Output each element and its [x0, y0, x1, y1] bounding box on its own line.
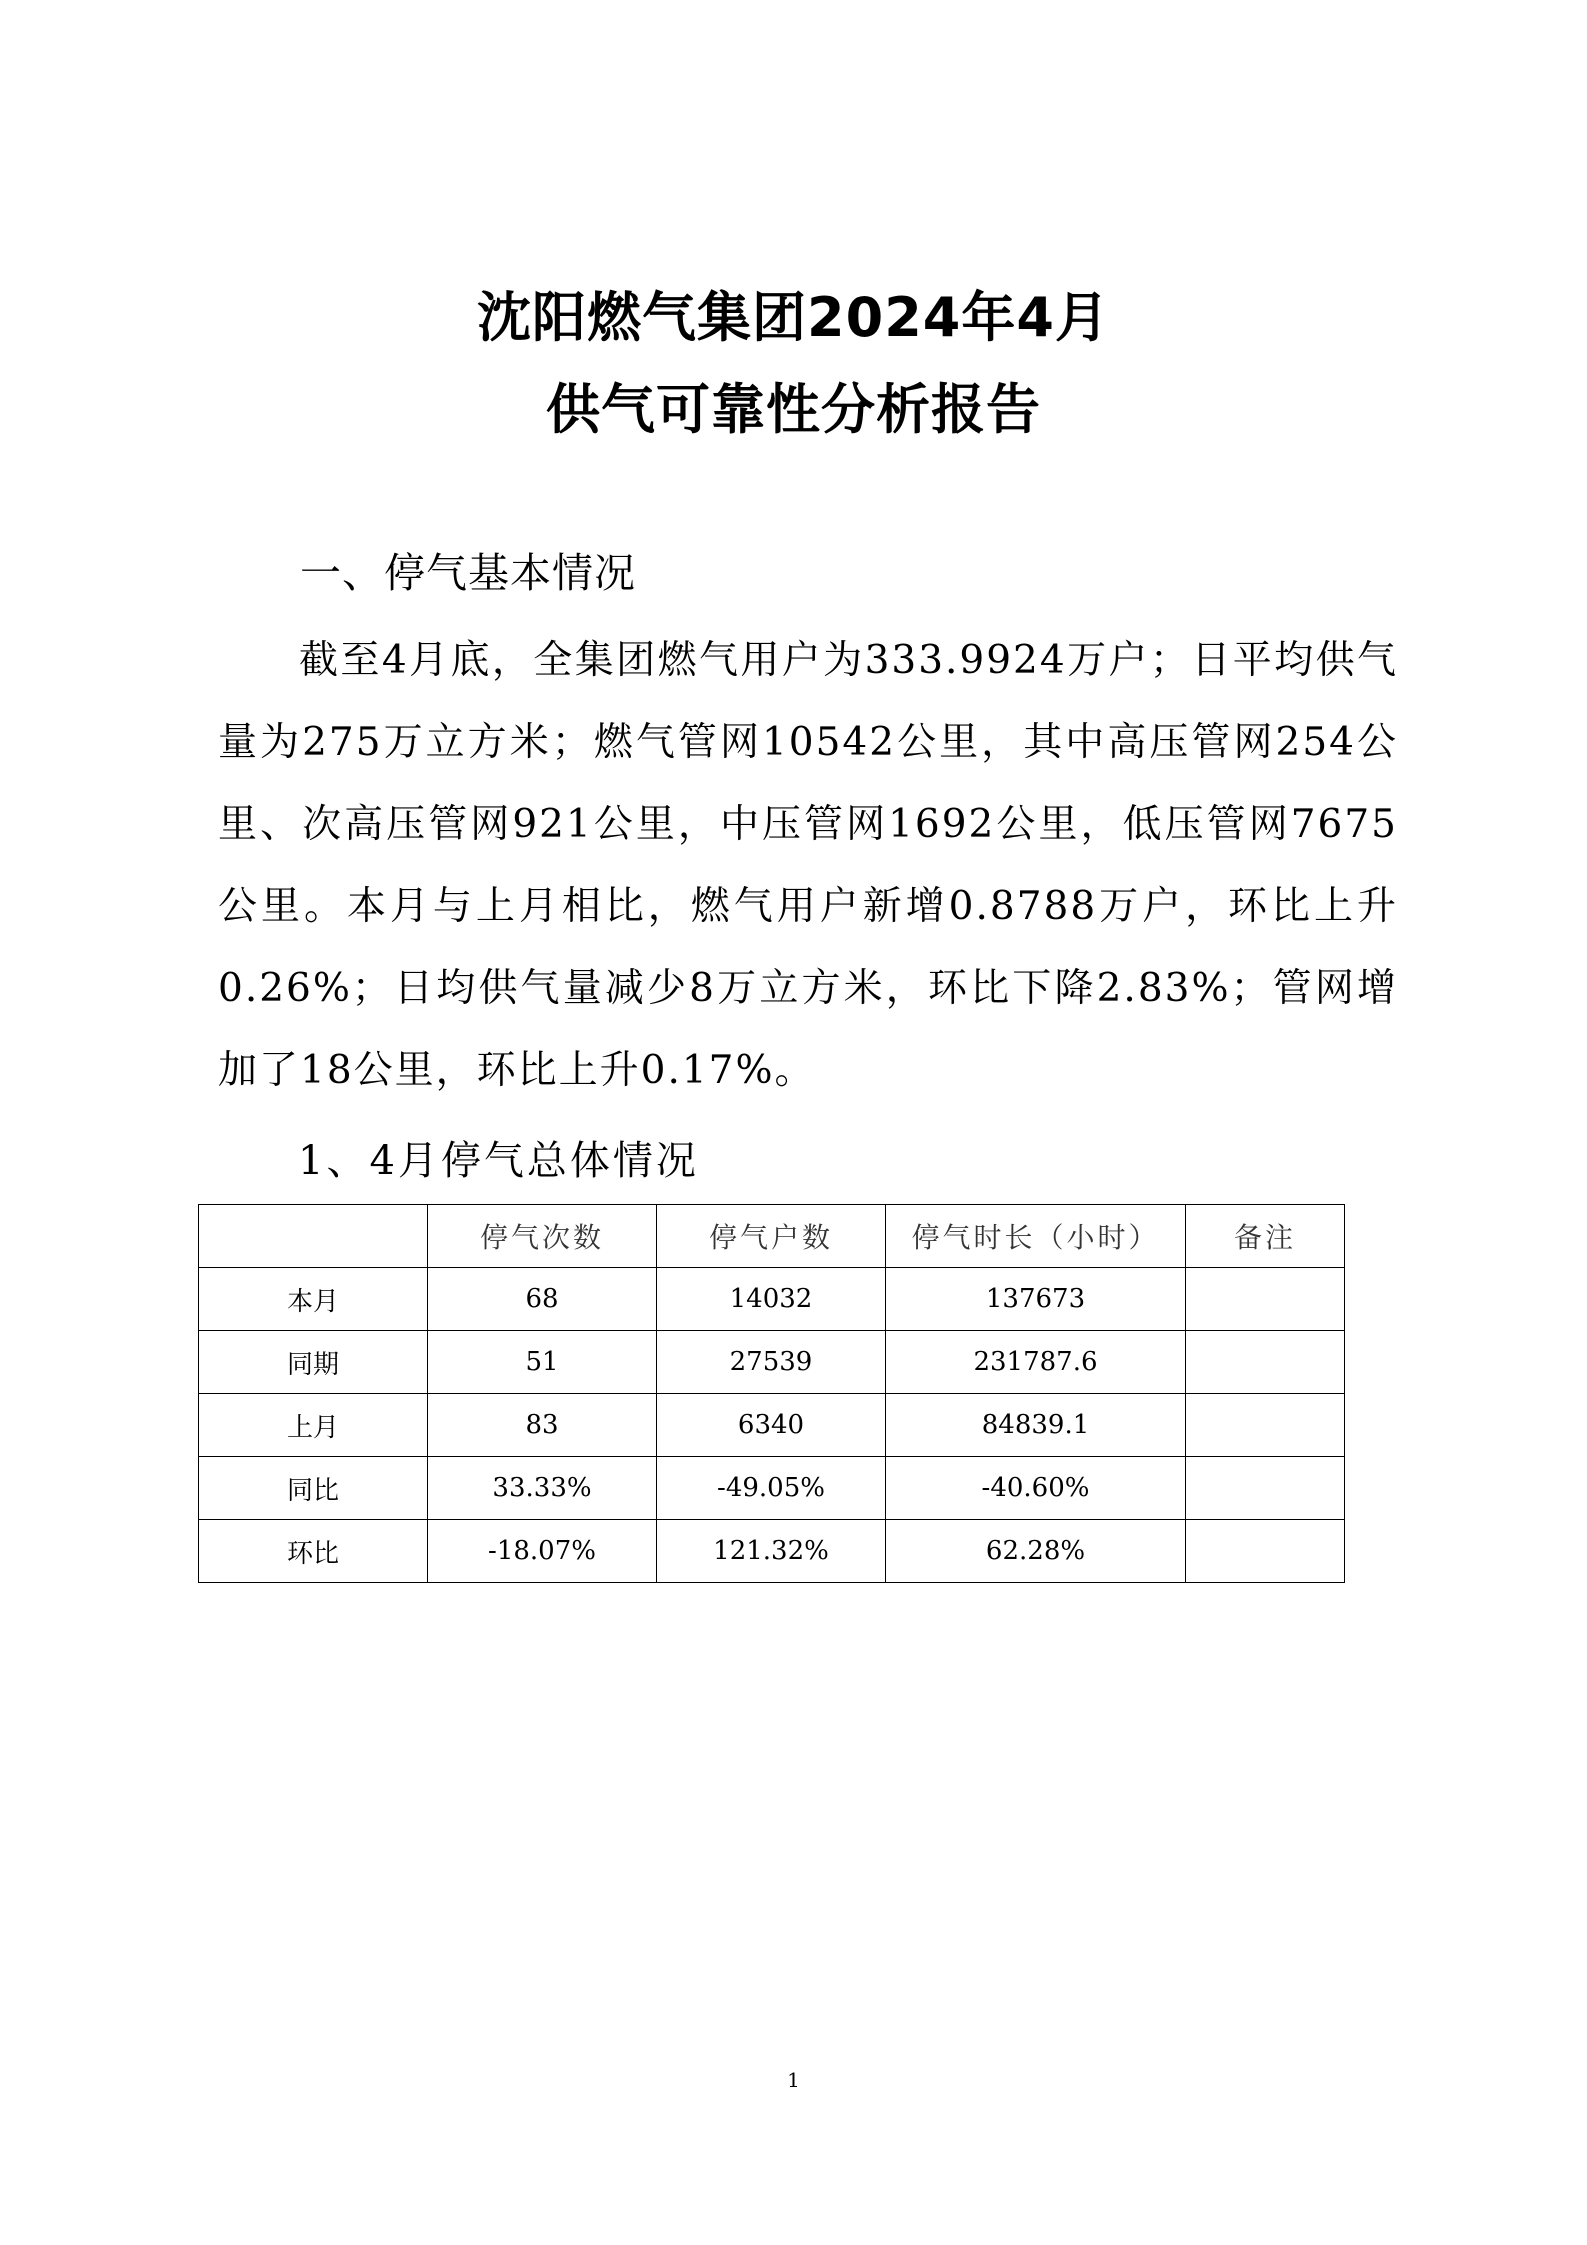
header-cell-outage-count: 停气次数	[428, 1205, 657, 1268]
table-row	[199, 1457, 1345, 1520]
header-cell-affected-households: 停气户数	[657, 1205, 886, 1268]
remarks-cell	[1186, 1457, 1345, 1520]
table-header-row	[199, 1205, 1345, 1268]
report-title-line-2: 供气可靠性分析报告	[546, 378, 1041, 441]
remarks-cell	[1186, 1268, 1345, 1331]
row-label: 上月	[199, 1394, 428, 1457]
remarks-cell	[1186, 1394, 1345, 1457]
outage-count-cell: -18.07%	[428, 1520, 657, 1583]
section-heading-outage-basics: 一、停气基本情况	[300, 549, 636, 597]
header-cell-outage-hours: 停气时长（小时）	[886, 1205, 1186, 1268]
table-row	[199, 1268, 1345, 1331]
outage-count-cell: 51	[428, 1331, 657, 1394]
households-cell: 27539	[657, 1331, 886, 1394]
hours-cell: 231787.6	[886, 1331, 1186, 1394]
hours-cell: 137673	[886, 1268, 1186, 1331]
households-cell: 121.32%	[657, 1520, 886, 1583]
hours-cell: 62.28%	[886, 1520, 1186, 1583]
households-cell: -49.05%	[657, 1457, 886, 1520]
row-label: 同比	[199, 1457, 428, 1520]
households-cell: 6340	[657, 1394, 886, 1457]
report-title-line-1: 沈阳燃气集团2024年4月	[477, 286, 1110, 349]
row-label: 环比	[199, 1520, 428, 1583]
hours-cell: -40.60%	[886, 1457, 1186, 1520]
table-row	[199, 1520, 1345, 1583]
section-paragraph-outage-basics: 截至4月底，全集团燃气用户为333.9924万户；日平均供气量为275万立方米；燃气管网10542公里，其中高压管网254公里、次高压管网921公里，中压管网1692公里，低压管网7675公里。本月与上月相比，燃气用户新增0.8788万户，环比上升0.26%；日均供气量减少8万立方米，环比下降2.83%；管网增加了18公里，环比上升0.17%。	[218, 638, 1398, 1093]
header-cell-blank	[199, 1205, 428, 1268]
outage-count-cell: 33.33%	[428, 1457, 657, 1520]
row-label: 同期	[199, 1331, 428, 1394]
header-cell-remarks: 备注	[1186, 1205, 1345, 1268]
outage-summary-table	[198, 1204, 1345, 1583]
outage-count-cell: 83	[428, 1394, 657, 1457]
table-row	[199, 1331, 1345, 1394]
remarks-cell	[1186, 1331, 1345, 1394]
hours-cell: 84839.1	[886, 1394, 1186, 1457]
row-label: 本月	[199, 1268, 428, 1331]
outage-count-cell: 68	[428, 1268, 657, 1331]
table-row	[199, 1394, 1345, 1457]
subsection-heading-april-outage: 1、4月停气总体情况	[298, 1138, 699, 1184]
page-number: 1	[787, 2068, 800, 2092]
households-cell: 14032	[657, 1268, 886, 1331]
remarks-cell	[1186, 1520, 1345, 1583]
